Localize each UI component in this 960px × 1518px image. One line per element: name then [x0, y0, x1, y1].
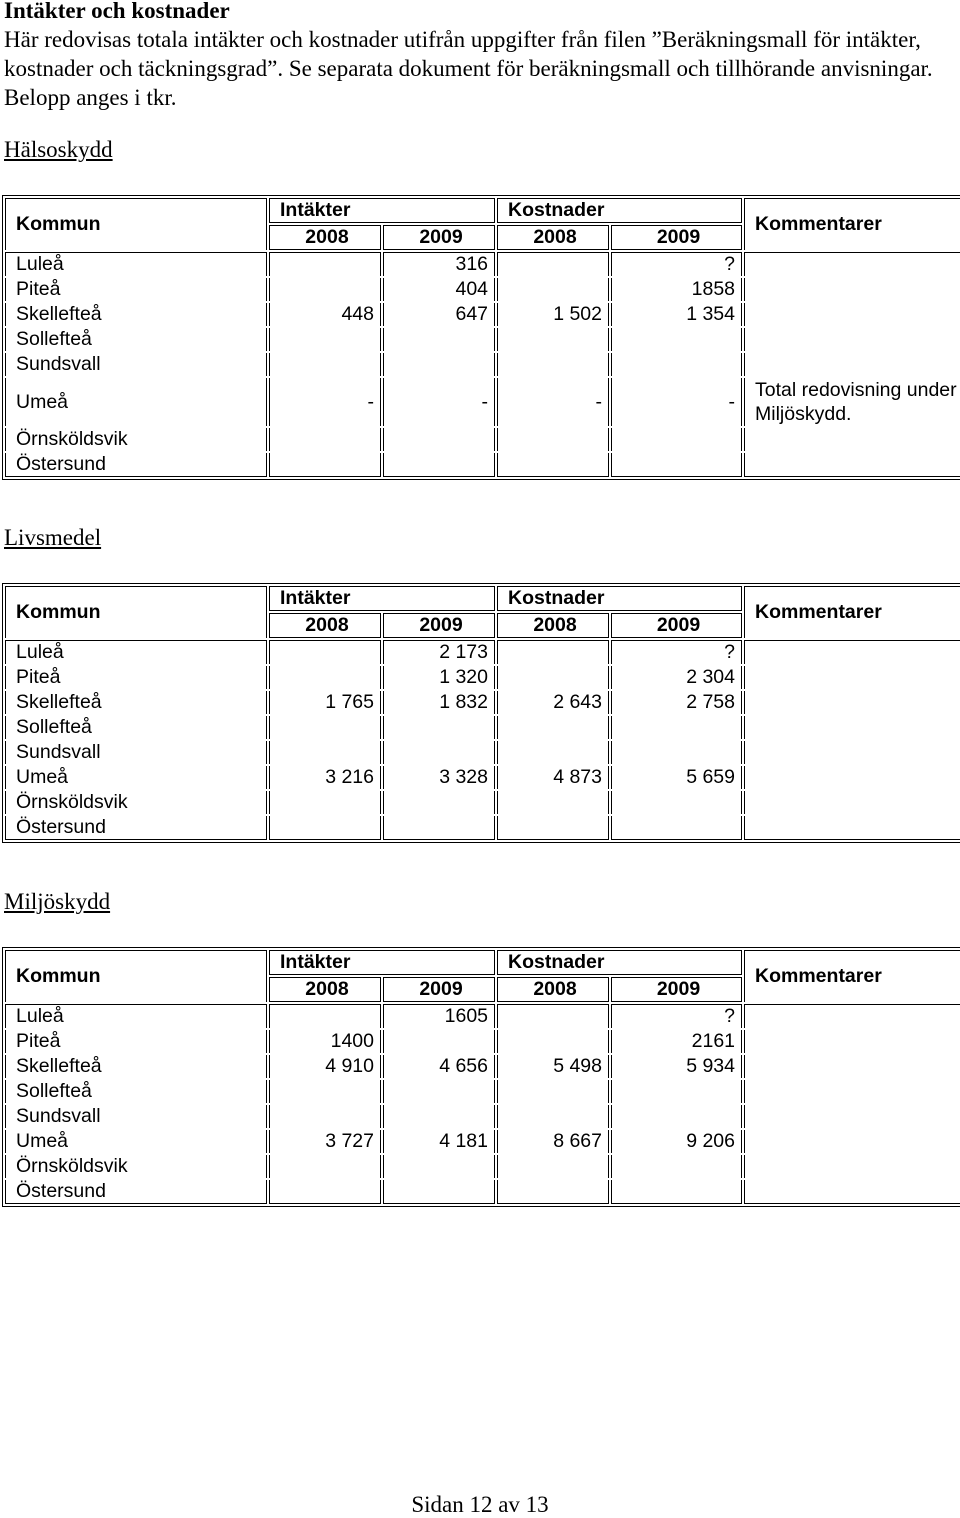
cell-comment — [744, 816, 960, 840]
header-year: 2008 — [269, 613, 381, 638]
cell-kommun: Örnsköldsvik — [5, 428, 267, 451]
cell-value — [497, 1080, 609, 1103]
cell-comment — [744, 666, 960, 689]
cell-value: - — [383, 378, 495, 426]
cell-comment — [744, 1155, 960, 1178]
header-intakter: Intäkter — [269, 950, 495, 975]
cell-value — [497, 1180, 609, 1204]
section-title-livsmedel: Livsmedel — [4, 525, 102, 550]
cell-kommun: Piteå — [5, 666, 267, 689]
cell-value — [497, 716, 609, 739]
cell-value — [269, 353, 381, 376]
cell-value: 4 873 — [497, 766, 609, 789]
table-livsmedel — [2, 583, 960, 843]
cell-value — [383, 1080, 495, 1103]
cell-comment — [744, 1080, 960, 1103]
cell-comment — [744, 716, 960, 739]
cell-kommun: Sundsvall — [5, 353, 267, 376]
table-row — [5, 1055, 960, 1078]
table-row — [5, 353, 960, 376]
cell-value: 2 758 — [611, 691, 742, 714]
header-year: 2009 — [611, 225, 742, 250]
header-year: 2009 — [383, 977, 495, 1002]
cell-value — [497, 428, 609, 451]
cell-value: 3 727 — [269, 1130, 381, 1153]
cell-value: 448 — [269, 303, 381, 326]
table-row — [5, 278, 960, 301]
cell-value: 5 934 — [611, 1055, 742, 1078]
cell-value — [497, 1004, 609, 1028]
table-row — [5, 303, 960, 326]
cell-comment — [744, 1030, 960, 1053]
cell-value — [269, 428, 381, 451]
cell-value — [269, 640, 381, 664]
cell-value: 1605 — [383, 1004, 495, 1028]
cell-comment — [744, 791, 960, 814]
cell-value — [383, 1030, 495, 1053]
cell-value — [497, 791, 609, 814]
cell-value: - — [497, 378, 609, 426]
cell-kommun: Östersund — [5, 453, 267, 477]
cell-value — [497, 453, 609, 477]
cell-value — [383, 716, 495, 739]
header-kostnader: Kostnader — [497, 586, 742, 611]
section-title-miljoskydd: Miljöskydd — [4, 889, 111, 914]
header-row — [5, 198, 960, 223]
table-row — [5, 666, 960, 689]
page-number: Sidan 12 av 13 — [411, 1492, 549, 1517]
cell-comment — [744, 1130, 960, 1153]
table-row — [5, 1155, 960, 1178]
cell-value — [269, 816, 381, 840]
cell-value: ? — [611, 1004, 742, 1028]
cell-value — [269, 791, 381, 814]
cell-value: ? — [611, 640, 742, 664]
header-year: 2008 — [497, 977, 609, 1002]
table-row — [5, 640, 960, 664]
table-row — [5, 816, 960, 840]
cell-value: 1400 — [269, 1030, 381, 1053]
cell-kommun: Luleå — [5, 252, 267, 276]
cell-kommun: Örnsköldsvik — [5, 791, 267, 814]
table-row — [5, 1080, 960, 1103]
cell-value — [497, 1155, 609, 1178]
header-kommentarer: Kommentarer — [744, 950, 960, 1002]
header-year: 2008 — [497, 225, 609, 250]
cell-value — [497, 741, 609, 764]
header-year: 2008 — [269, 977, 381, 1002]
cell-value: ? — [611, 252, 742, 276]
cell-comment — [744, 1004, 960, 1028]
cell-value: 1858 — [611, 278, 742, 301]
cell-value — [269, 1180, 381, 1204]
cell-value: 4 181 — [383, 1130, 495, 1153]
table-miljoskydd — [2, 947, 960, 1207]
cell-value — [497, 1030, 609, 1053]
header-row — [5, 586, 960, 611]
cell-value — [383, 1155, 495, 1178]
cell-kommun: Piteå — [5, 278, 267, 301]
cell-value — [497, 640, 609, 664]
cell-kommun: Skellefteå — [5, 1055, 267, 1078]
header-intakter: Intäkter — [269, 198, 495, 223]
page-title: Intäkter och kostnader — [4, 0, 230, 23]
cell-kommun: Sollefteå — [5, 1080, 267, 1103]
header-year: 2009 — [383, 613, 495, 638]
cell-value — [611, 741, 742, 764]
table-row — [5, 791, 960, 814]
cell-value — [611, 791, 742, 814]
cell-value — [497, 1105, 609, 1128]
cell-value — [269, 741, 381, 764]
cell-comment — [744, 428, 960, 451]
cell-kommun: Östersund — [5, 816, 267, 840]
table-row — [5, 1105, 960, 1128]
cell-value: 1 354 — [611, 303, 742, 326]
header-kommun: Kommun — [5, 586, 267, 638]
cell-value: 4 910 — [269, 1055, 381, 1078]
cell-value — [611, 1180, 742, 1204]
cell-value — [497, 666, 609, 689]
cell-value: 404 — [383, 278, 495, 301]
header-year: 2009 — [611, 977, 742, 1002]
cell-comment — [744, 1180, 960, 1204]
cell-value: 8 667 — [497, 1130, 609, 1153]
cell-value: 3 328 — [383, 766, 495, 789]
cell-value: 316 — [383, 252, 495, 276]
table-row — [5, 378, 960, 426]
header-kommentarer: Kommentarer — [744, 198, 960, 250]
cell-value — [383, 816, 495, 840]
cell-value — [611, 1155, 742, 1178]
cell-kommun: Piteå — [5, 1030, 267, 1053]
cell-value — [269, 1004, 381, 1028]
table-row — [5, 1030, 960, 1053]
cell-value: - — [611, 378, 742, 426]
cell-value — [497, 328, 609, 351]
cell-value — [269, 1080, 381, 1103]
cell-kommun: Örnsköldsvik — [5, 1155, 267, 1178]
cell-kommun: Sollefteå — [5, 716, 267, 739]
cell-value — [269, 716, 381, 739]
cell-value — [269, 1105, 381, 1128]
cell-comment — [744, 1055, 960, 1078]
cell-value — [611, 328, 742, 351]
cell-kommun: Skellefteå — [5, 303, 267, 326]
cell-value: 647 — [383, 303, 495, 326]
intro-paragraph: Här redovisas totala intäkter och kostnader utifrån uppgifter från filen ”Beräkningsmall för intäkter, kostnader och täckningsgrad”. Se separata dokument för beräkningsmall och tillhörande anvisningar. Belopp anges i tkr. — [4, 27, 933, 110]
table-row — [5, 741, 960, 764]
cell-comment — [744, 353, 960, 376]
cell-value — [269, 666, 381, 689]
section-title-halsoskydd: Hälsoskydd — [4, 137, 113, 162]
table-row — [5, 1004, 960, 1028]
cell-kommun: Luleå — [5, 1004, 267, 1028]
cell-value — [269, 1155, 381, 1178]
cell-value — [269, 278, 381, 301]
cell-kommun: Luleå — [5, 640, 267, 664]
cell-value — [497, 353, 609, 376]
cell-value — [383, 353, 495, 376]
cell-value — [611, 816, 742, 840]
table-row — [5, 766, 960, 789]
cell-value: 2161 — [611, 1030, 742, 1053]
cell-value — [383, 1180, 495, 1204]
table-row — [5, 428, 960, 451]
header-kostnader: Kostnader — [497, 950, 742, 975]
cell-kommun: Sollefteå — [5, 328, 267, 351]
cell-comment — [744, 1105, 960, 1128]
cell-value: 2 173 — [383, 640, 495, 664]
header-kommun: Kommun — [5, 950, 267, 1002]
header-year: 2009 — [383, 225, 495, 250]
table-row — [5, 691, 960, 714]
cell-comment — [744, 252, 960, 276]
cell-value — [611, 453, 742, 477]
cell-value — [383, 791, 495, 814]
cell-value — [611, 428, 742, 451]
cell-kommun: Sundsvall — [5, 741, 267, 764]
header-row — [5, 950, 960, 975]
cell-value: 2 643 — [497, 691, 609, 714]
cell-value — [611, 353, 742, 376]
cell-value — [497, 278, 609, 301]
table-halsoskydd — [2, 195, 960, 480]
cell-value — [383, 741, 495, 764]
cell-kommun: Umeå — [5, 766, 267, 789]
table-row — [5, 328, 960, 351]
cell-kommun: Östersund — [5, 1180, 267, 1204]
cell-value: 1 320 — [383, 666, 495, 689]
cell-kommun: Sundsvall — [5, 1105, 267, 1128]
cell-comment — [744, 640, 960, 664]
header-kommun: Kommun — [5, 198, 267, 250]
cell-value — [383, 428, 495, 451]
cell-value: 1 832 — [383, 691, 495, 714]
cell-value: 5 498 — [497, 1055, 609, 1078]
cell-value — [611, 1105, 742, 1128]
header-year: 2008 — [269, 225, 381, 250]
cell-kommun: Umeå — [5, 378, 267, 426]
header-year: 2008 — [497, 613, 609, 638]
cell-comment — [744, 278, 960, 301]
header-kostnader: Kostnader — [497, 198, 742, 223]
cell-comment — [744, 766, 960, 789]
header-year: 2009 — [611, 613, 742, 638]
cell-comment — [744, 303, 960, 326]
cell-value — [269, 453, 381, 477]
cell-comment — [744, 328, 960, 351]
cell-value — [611, 1080, 742, 1103]
cell-value: 1 502 — [497, 303, 609, 326]
cell-value: 2 304 — [611, 666, 742, 689]
cell-value: 4 656 — [383, 1055, 495, 1078]
table-row — [5, 252, 960, 276]
table-row — [5, 1130, 960, 1153]
cell-value — [611, 716, 742, 739]
cell-value — [269, 252, 381, 276]
cell-value — [269, 328, 381, 351]
cell-value: - — [269, 378, 381, 426]
cell-value — [383, 1105, 495, 1128]
table-row — [5, 716, 960, 739]
header-intakter: Intäkter — [269, 586, 495, 611]
cell-value — [383, 328, 495, 351]
cell-kommun: Umeå — [5, 1130, 267, 1153]
cell-value: 9 206 — [611, 1130, 742, 1153]
cell-value — [497, 252, 609, 276]
cell-value — [497, 816, 609, 840]
cell-comment — [744, 453, 960, 477]
cell-value: 3 216 — [269, 766, 381, 789]
cell-value: 5 659 — [611, 766, 742, 789]
header-kommentarer: Kommentarer — [744, 586, 960, 638]
cell-kommun: Skellefteå — [5, 691, 267, 714]
cell-comment — [744, 691, 960, 714]
table-row — [5, 453, 960, 477]
cell-comment — [744, 741, 960, 764]
cell-comment: Total redovisning under Miljöskydd. — [744, 378, 960, 426]
cell-value — [383, 453, 495, 477]
cell-value: 1 765 — [269, 691, 381, 714]
table-row — [5, 1180, 960, 1204]
